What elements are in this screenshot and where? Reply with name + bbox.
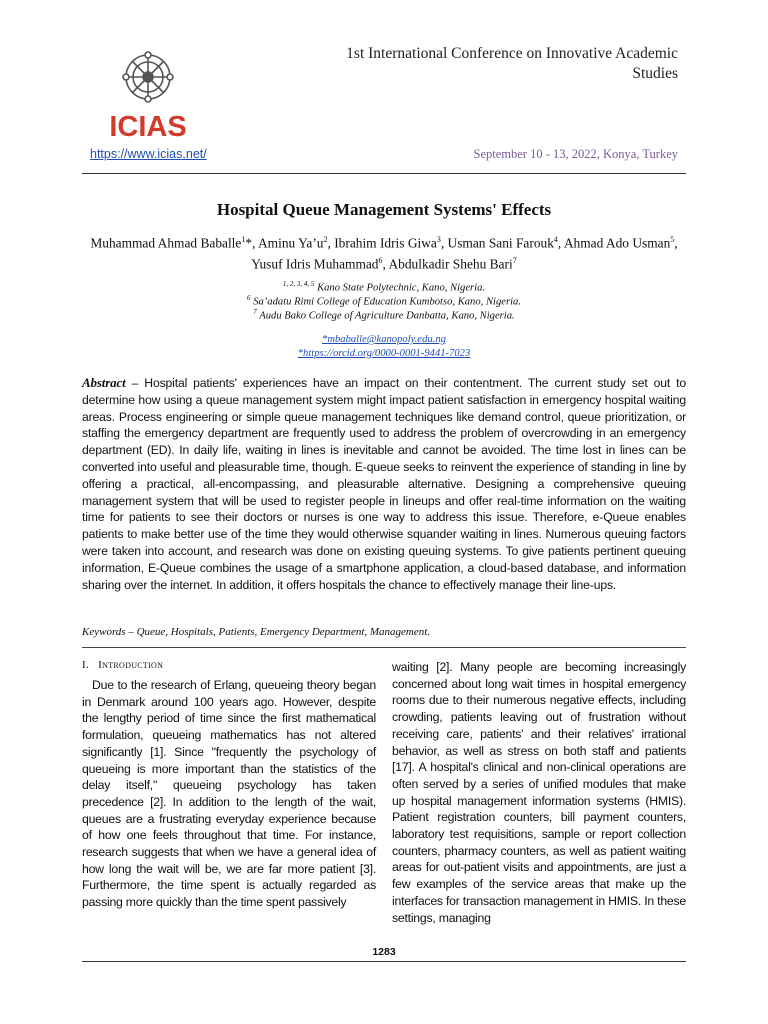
author-name: Yusuf Idris Muhammad [251, 256, 379, 272]
author-name: Muhammad Ahmad Baballe [90, 235, 242, 251]
author-affiliation-mark: 2 [323, 235, 328, 244]
abstract-text: Hospital patients' experiences have an impact on their contentment. The current study set out to determine how using a queue management system might impact patient satisfaction in emergency hospital waiting areas. Process engineering or simple queue management techniques like demand control, queue prioritization, or staffing the emergency department are frequently used to address the problem of overcrowding in an emergency department (ED). In daily life, waiting in lines is inevitable and cannot be avoided. The time lost in lines can be converted into useful and pleasurable time, though. E-queue seeks to reinvent the experience of standing in line by offering a practical, all-encompassing, and pleasurable alternative. Designing a comprehensive queuing management system that will be used to register people in lineups and offer real-time information on the waiting time for patients to see their doctors or nurses is one way to address this issue. Therefore, e-Queue enables patients to make better use of the time they would otherwise squander waiting in lines. Numerous queuing factors were taken into account, and research was done on existing queuing systems. To give patients pertinent queuing information, E-Queue combines the usage of a smartphone application, a cloud-based database, and information sharing over the internet. In addition, it offers hospitals the chance to effectively manage their line-ups. [82, 376, 687, 592]
header-divider [82, 173, 686, 174]
affiliation-3: $^7$ Audu Bako College of Agriculture Danbatta, Kano, Nigeria. [253, 308, 515, 322]
paper-title: Hospital Queue Management Systems' Effects [216, 200, 552, 219]
footer-divider [82, 961, 686, 962]
intro-right-column [392, 659, 686, 926]
page-number: 1283 [372, 946, 396, 958]
logo-emblem-icon [98, 50, 206, 142]
author-affiliation-mark: 6 [378, 256, 383, 266]
website-link[interactable]: https://www.icias.net/ [90, 147, 207, 161]
author-affiliation-mark: 3 [436, 235, 441, 244]
author-name: Ahmad Ado Usman [563, 235, 671, 251]
author-affiliation-mark: 5 [670, 235, 675, 244]
email-link[interactable]: *mbaballe@kanopoly.edu.ng [322, 334, 446, 345]
conference-dates: September 10 - 13, 2022, Konya, Turkey [473, 147, 678, 161]
intro-paragraph-left: Due to the research of Erlang, queueing theory began in Denmark around 100 years ago. However, despite the lengthy period of time since the first mathematical formulation, queueing mathematics has not altered significantly [1]. Since "frequently the psychology of queueing is more important than the statistics of the delay itself," queueing psychology has taken precedence [2]. In addition to the length of the wait, queues are a frustrating everyday experience because of how one feels throughout that time. For instance, research suggests that when we have a general idea of how long the wait will be, we are far more patient [3]. Furthermore, the time spent is actually regarded as passing more quickly than the time spent passively [82, 678, 376, 910]
intro-left-column [82, 677, 376, 911]
keywords: Keywords – Queue, Hospitals, Patients, Emergency Department, Management. [82, 626, 431, 638]
keywords-divider [82, 647, 686, 648]
author-name: Ibrahim Idris Giwa [334, 235, 437, 251]
abstract-label: Abstract [82, 375, 126, 390]
icias-logo [98, 50, 206, 142]
orcid-link[interactable]: *https://orcid.org/0000-0001-9441-7023 [297, 348, 471, 359]
section-heading: I. Introduction [82, 659, 164, 671]
author-affiliation-mark: 4 [553, 235, 558, 244]
intro-paragraph-right: waiting [2]. Many people are becoming increasingly concerned about long wait times in hospital emergency rooms due to their numerous negative effects, including crowding, patients leaving out of frustration without receiving care, patients' and their relatives' irrational behavior, as well as stress on both staff and patients [17]. A hospital's clinical and non-clinical operations are often served by a series of unified modules that make up hospital management information systems (HMIS). Patient registration counters, bill payment counters, laboratory test requisitions, sample or report collection counters, pharmacy counters, as well as patient waiting areas for out-patient visits and appointments, are just a few examples of the service areas that make up the interfaces for transaction management in HMIS. In these settings, managing [392, 660, 686, 925]
abstract: Abstract – Hospital patients' experiences have an impact on their contentment. The current study set out to determine how using a queue management system might impact patient satisfaction in emergency hospital waiting areas. Process engineering or simple queue management techniques like demand control, queue prioritization, or staffing the emergency department are frequently used to address the problem of overcrowding in an emergency department (ED). In daily life, waiting in lines is inevitable and cannot be avoided. The time lost in lines can be converted into useful and pleasurable time, though. E-queue seeks to reinvent the experience of standing in line by offering a practical, all-encompassing, and pleasurable alternative. Designing a comprehensive queuing management system that will be used to register people in lineups and offer real-time information on the waiting time for patients to see their doctors or nurses is one way to address this issue. Therefore, e-Queue enables patients to make better use of the time they would otherwise squander waiting in lines. Numerous queuing factors were taken into account, and research was done on existing queuing systems. To give patients pertinent queuing information, E-Queue combines the usage of a smartphone application, a cloud-based database, and information sharing over the internet. In addition, it offers hospitals the chance to effectively manage their line-ups. [82, 375, 687, 592]
conference-title: 1st International Conference on Innovative Academic Studies [346, 45, 678, 82]
author-name: Abdulkadir Shehu Bari [388, 256, 513, 272]
author-affiliation-mark: 1 [241, 235, 246, 244]
author-affiliation-mark: 7 [512, 256, 517, 266]
affiliation-2: $^6$ Sa’adatu Rimi College of Education Kumbotso, Kano, Nigeria. [247, 294, 521, 308]
svg-text:ICIAS: ICIAS [109, 111, 187, 142]
author-name: Usman Sani Farouk [447, 235, 554, 251]
author-list: Muhammad Ahmad Baballe$^1$*, Aminu $Ya’u^2$, Ibrahim Idris Giwa$^3$, Usman Sani Farouk$^4$, Ahmad Ado Usman$^5$, Yusuf Idris Muhammad$^6$, Abdulkadir Shehu Bari$^7$ [90, 235, 678, 272]
author-name: Aminu Ya’u [258, 235, 324, 251]
affiliation-1: $^{1, 2, 3, 4, 5}$ Kano State Polytechnic, Kano, Nigeria. [282, 280, 486, 294]
